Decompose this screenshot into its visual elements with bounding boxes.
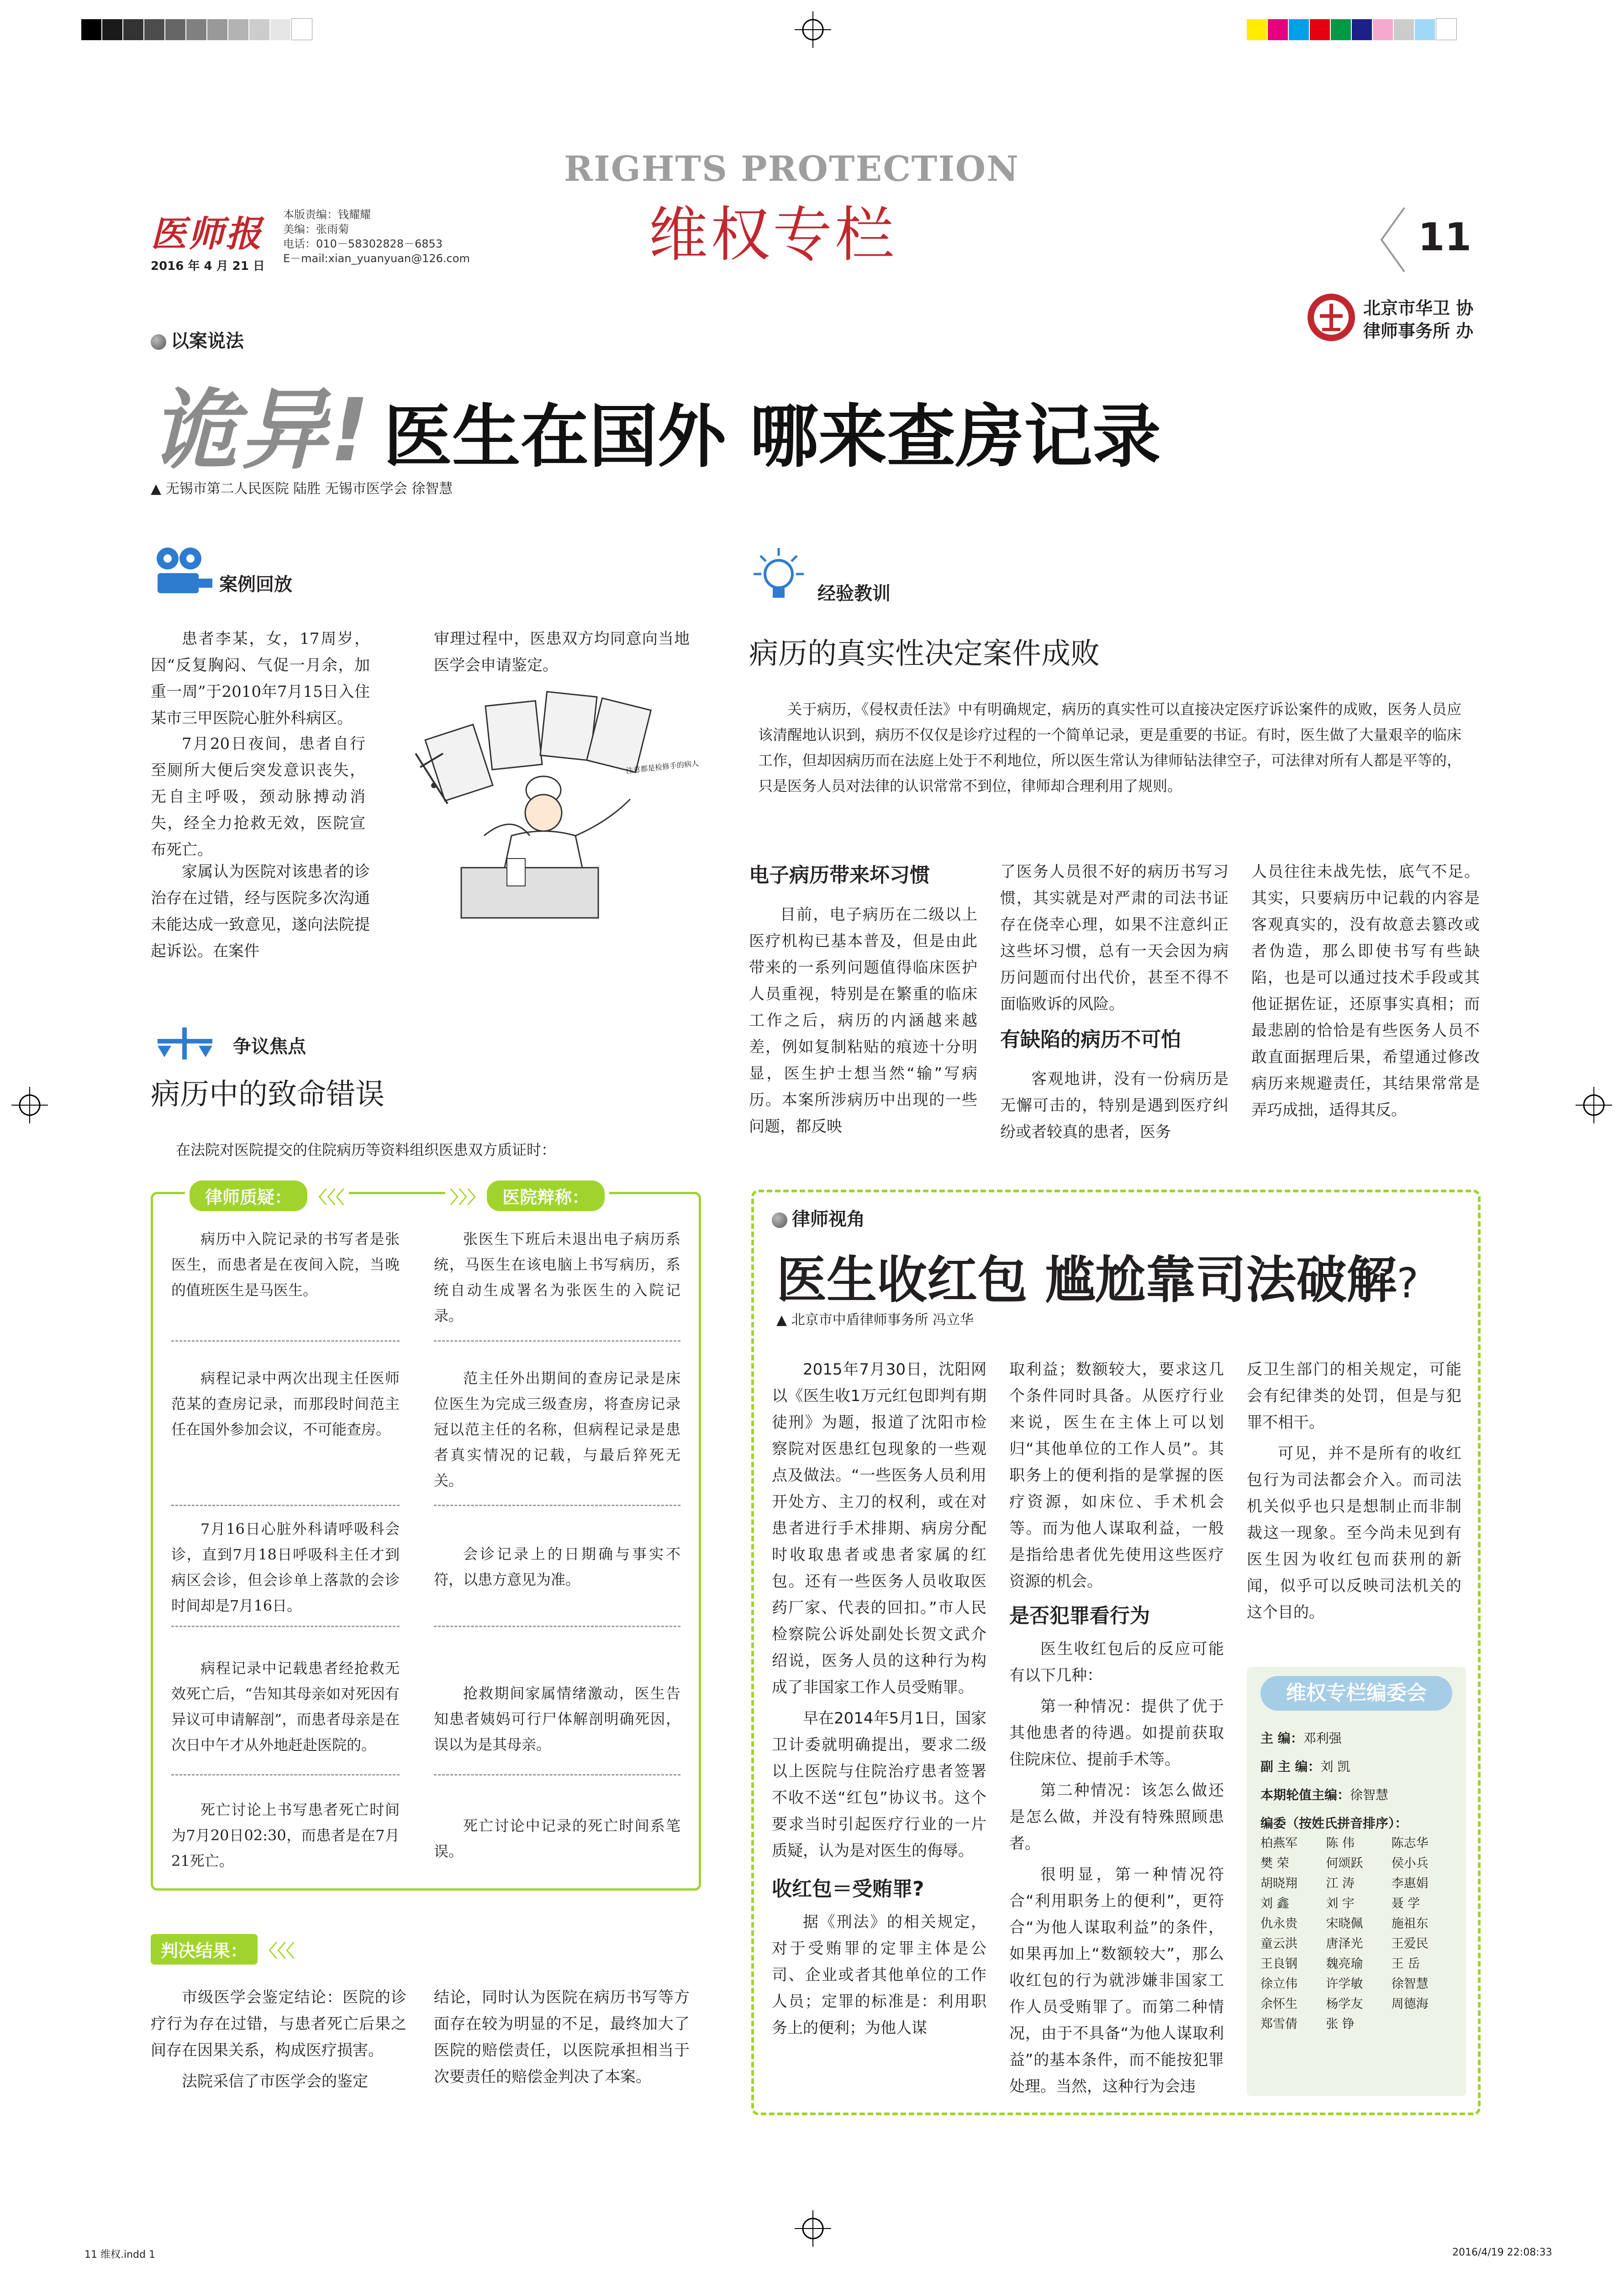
section-title-cn: 维权专栏	[649, 200, 897, 269]
cosponsor-suffix: 办	[1456, 321, 1474, 341]
lawyer-claim: 病程记录中两次出现主任医师范某的查房记录，而那段时间范主任在国外参加会议，不可能查房。	[171, 1370, 400, 1438]
title-lead: 诡异!	[151, 380, 372, 481]
article2-title	[776, 1240, 1418, 1312]
member-name: 童云洪	[1260, 1937, 1297, 1951]
dispute-heading: 争议焦点	[233, 1036, 306, 1057]
paragraph: 关于病历，《侵权责任法》中有明确规定，病历的真实性可以直接决定医疗诉讼案件的成败，医务人员应该清醒地认识到，病历不仅仅是诊疗过程的一个简单记录，更是重要的书证。有时，医生做了大量艰辛的临床工作，但却因病历而在法庭上处于不利地位，所以医生常认为律师钻法律空子，可法律对所有人都是平等的，只是医务人员对法律的认识常常不到位，律师却合理利用了规则。	[758, 701, 1461, 795]
paragraph: 据《刑法》的相关规定，对于受贿罪的定罪主体是公司、企业或者其他单位的工作人员；定罪的标准是：利用职务上的便利；为他人谋	[772, 1913, 986, 2037]
editorial-board-title: 维权专栏编委会	[1260, 1676, 1452, 1711]
member-name: 刘 鑫	[1260, 1897, 1289, 1911]
member-name: 徐智慧	[1391, 1977, 1429, 1991]
paragraph: 患者李某，女，17周岁，因“反复胸闷、气促一月余，加重一周”于2010年7月15日入住某市三甲医院心脏外科病区。	[151, 630, 370, 727]
case-review-body	[151, 626, 370, 736]
member-name: 柏燕军	[1260, 1836, 1297, 1850]
case-review-body-col2	[434, 626, 690, 683]
member-name: 陈志华	[1391, 1836, 1429, 1850]
member-name: 宋晓佩	[1326, 1917, 1363, 1931]
dispute-intro: 在法院对医院提交的住院病历等资料组织医患双方质证时：	[176, 1141, 556, 1159]
scales-icon	[153, 1025, 217, 1062]
issue-date: 2016 年 4 月 21 日	[151, 259, 265, 273]
bullet-icon	[772, 1212, 787, 1228]
registration-bar-gray	[81, 18, 313, 42]
member-name: 施祖东	[1391, 1917, 1429, 1931]
paragraph: 家属认为医院对该患者的诊治存在过错，经与医院多次沟通未能达成一致意见，遂向法院提起诉讼。在案件	[151, 863, 370, 960]
editor-name: 刘 凯	[1320, 1759, 1350, 1774]
paragraph: 审理过程中，医患双方均同意向当地医学会申请鉴定。	[434, 630, 690, 674]
paragraph: 人员往往未战先怯，底气不足。其实，只要病历中记载的内容是客观真实的，没有故意去篡改或者伪造，那么即使书写有些缺陷，也是可以通过技术手段或其他证据佐证，还原事实真相；而最悲剧的恰恰是有些医务人员不敢直面据理后果，希望通过修改病历来规避责任，其结果常常是弄巧成拙，适得其反。	[1251, 863, 1480, 1119]
member-name: 李惠娟	[1391, 1876, 1429, 1891]
page-number-bracket	[1377, 205, 1409, 274]
editor-label: 副 主 编：	[1260, 1759, 1321, 1774]
lesson-col3	[1251, 859, 1480, 1128]
registration-mark-right	[1576, 1087, 1612, 1123]
dispute-table	[151, 1187, 701, 1891]
editor-row	[1260, 1728, 1457, 1749]
chevrons: 〉〉〉	[450, 1187, 485, 1207]
editor-line: E－mail:xian_yuanyuan@126.com	[283, 252, 470, 265]
registration-mark-top	[795, 11, 831, 48]
row-divider	[171, 1774, 400, 1776]
lawyer-label: 律师质疑：	[190, 1180, 307, 1211]
row-divider	[434, 1505, 680, 1506]
editor-line: 本版责编：钱耀耀	[283, 208, 371, 221]
article2-subheading: 是否犯罪看行为	[1009, 1604, 1150, 1628]
member-name: 魏亮瑜	[1326, 1957, 1363, 1971]
editor-row	[1260, 1785, 1457, 1805]
editor-name: 邓利强	[1303, 1731, 1342, 1746]
verdict-col1	[151, 1984, 406, 2099]
editor-row	[1260, 1757, 1457, 1777]
verdict-label-wrap	[151, 1934, 295, 1965]
newspaper-logo: 医师报	[151, 213, 264, 255]
article2-col1	[772, 1356, 986, 2046]
lesson-subheading: 电子病历带来坏习惯	[749, 864, 930, 887]
hospital-reply: 张医生下班后未退出电子病历系统，马医生在该电脑上书写病历，系统自动生成署名为张医生的入院记录。	[434, 1230, 680, 1324]
row-divider	[171, 1340, 400, 1342]
editor-label: 主 编：	[1260, 1731, 1303, 1746]
paragraph: 7月20日夜间，患者自行至厕所大便后突发意识丧失，无自主呼吸，颈动脉搏动消失，经全力抢救无效，医院宣布死亡。	[151, 735, 365, 859]
case-review-body-narrow	[151, 731, 365, 868]
editor-label: 本期轮值主编：	[1260, 1787, 1350, 1802]
hospital-reply: 会诊记录上的日期确与事实不符，以患方意见为准。	[434, 1545, 680, 1588]
title-mark: ?	[1397, 1259, 1419, 1307]
byline: ▲ 北京市中盾律师事务所 冯立华	[776, 1312, 974, 1328]
verdict-col2	[434, 1984, 690, 2095]
column-tag	[772, 1205, 865, 1231]
paragraph: 早在2014年5月1日，国家卫计委就明确提出，要求二级以上医院与住院治疗患者签署不收不送“红包”协议书。这个要求当时引起医疗行业的一片质疑，认为是对医生的侮辱。	[772, 1709, 986, 1860]
lawyer-claim: 死亡讨论上书写患者死亡时间为7月20日02:30，而患者是在7月21死亡。	[171, 1801, 400, 1870]
cosponsor-line: 律师事务所	[1363, 321, 1450, 341]
row-divider	[434, 1774, 680, 1776]
member-name: 唐泽光	[1326, 1937, 1363, 1951]
member-name: 郑雪倩	[1260, 2017, 1297, 2031]
column-tag	[151, 327, 244, 353]
paragraph: 取利益；数额较大，要求这几个条件同时具备。从医疗行业来说，医生在主体上可以划归“其他单位的工作人员”。其职务上的便利指的是掌握的医疗资源，如床位、手术机会等。而为他人谋取利益，一般是指给患者优先使用这些医疗资源的机会。	[1009, 1360, 1224, 1591]
editor-line: 电话：010－58302828－6853	[283, 237, 443, 250]
paragraph: 法院采信了市医学会的鉴定	[182, 2072, 368, 2091]
paragraph: 可见，并不是所有的收红包行为司法都会介入。而司法机关似乎也只是想制止而非制裁这一现象。至今尚未见到有医生因为收红包而获刑的新闻，似乎可以反映司法机关的这个目的。	[1247, 1444, 1461, 1622]
cosponsor	[1363, 297, 1473, 342]
member-name: 王良钢	[1260, 1957, 1297, 1971]
paragraph: 很明显，第一种情况符合“利用职务上的便利”，更符合“为他人谋取利益”的条件，如果再加上“数额较大”，那么收红包的行为就涉嫌非国家工作人员受贿罪了。而第二种情况，由于不具备“为他人谋取利益”的基本条件，而不能按犯罪处理。当然，这种行为会违	[1009, 1865, 1224, 2096]
paragraph: 市级医学会鉴定结论：医院的诊疗行为存在过错，与患者死亡后果之间存在因果关系，构成医疗损害。	[151, 1988, 406, 2060]
row-divider	[171, 1626, 400, 1627]
member-name: 聂 学	[1391, 1897, 1420, 1911]
hospital-reply: 抢救期间家属情绪激动，医生告知患者姨妈可行尸体解剖明确死因，误以为是其母亲。	[434, 1685, 680, 1753]
chevrons: 〈〈〈	[310, 1187, 345, 1207]
article2-col3	[1247, 1356, 1461, 1630]
registration-mark-bottom	[795, 2210, 831, 2247]
cosponsor-line: 北京市华卫	[1363, 298, 1450, 318]
footer-timestamp: 2016/4/19 22:08:33	[1452, 2247, 1552, 2258]
title-main: 医生收红包 尴尬靠司法破解	[776, 1251, 1397, 1309]
paragraph: 反卫生部门的相关规定，可能会有纪律类的处罚，但是与犯罪不相干。	[1247, 1360, 1461, 1432]
lawyer-claim: 病历中入院记录的书写者是张医生，而患者是在夜间入院，当晚的值班医生是马医生。	[171, 1230, 400, 1299]
member-name: 杨学友	[1326, 1997, 1363, 2011]
hospital-reply: 死亡讨论中记录的死亡时间系笔误。	[434, 1817, 680, 1860]
page-number: 11	[1418, 215, 1471, 259]
lawyer-claim: 7月16日心脏外科请呼吸科会诊，直到7月18日呼吸科主任才到病区会诊，但会诊单上落款的会诊时间却是7月16日。	[171, 1520, 400, 1614]
case-review-heading: 案例回放	[219, 574, 292, 595]
dispute-subtitle: 病历中的致命错误	[151, 1078, 385, 1112]
footer-file: 11 维权.indd 1	[84, 2249, 155, 2260]
member-name: 何颂跃	[1326, 1856, 1363, 1871]
members-label: 编委（按姓氏拼音排序）：	[1260, 1816, 1408, 1831]
paragraph: 第二种情况：该怎么做还是怎么做，并没有特殊照顾患者。	[1009, 1781, 1224, 1853]
paragraph: 医生收红包后的反应可能有以下几种：	[1009, 1640, 1224, 1685]
paragraph: 结论，同时认为医院在病历书写等方面存在较为明显的不足，最终加大了医院的赔偿责任，以医院承担相当于次要责任的赔偿金判决了本案。	[434, 1988, 690, 2086]
case-review-body-cont	[151, 859, 370, 969]
lawyer-claim: 病程记录中记载患者经抢救无效死亡后，“告知其母亲如对死因有异议可申请解剖”，而患者母亲是在次日中午才从外地赶赴医院的。	[171, 1660, 400, 1754]
hospital-reply: 范主任外出期间的查房记录是床位医生为完成三级查房，将查房记录冠以范主任的名称，但病程记录是患者真实情况的记载，与最后猝死无关。	[434, 1370, 680, 1489]
member-name: 陈 伟	[1326, 1836, 1355, 1850]
member-name: 王 岳	[1391, 1957, 1420, 1971]
doctor-illustration	[393, 685, 676, 922]
member-name: 刘 宇	[1326, 1897, 1355, 1911]
article2-subheading: 收红包＝受贿罪?	[772, 1877, 924, 1901]
verdict-label: 判决结果：	[151, 1934, 258, 1965]
title-main: 医生在国外 哪来查房记录	[383, 397, 1161, 477]
paragraph: 目前，电子病历在二级以上医疗机构已基本普及，但是由此带来的一系列问题值得临床医护人员重视，特别是在繁重的临床工作之后，病历的内涵越来越差，例如复制粘贴的痕迹十分明显，医生护士想当然“输”写病历。本案所涉病历中出现的一些问题，都反映	[749, 906, 977, 1136]
lesson-col2	[1000, 859, 1229, 1150]
article2-col2	[1009, 1356, 1224, 2104]
article-title	[151, 361, 1161, 485]
row-divider	[434, 1340, 680, 1342]
member-name: 余怀生	[1260, 1997, 1297, 2011]
paragraph: 第一种情况：提供了优于其他患者的待遇。如提前获取住院床位、提前手术等。	[1009, 1697, 1224, 1769]
lesson-subtitle: 病历的真实性决定案件成败	[749, 637, 1100, 671]
illustration-caption: 注意都是检修手的病人	[625, 759, 699, 775]
member-name: 仇永贵	[1260, 1917, 1297, 1931]
member-name: 周德海	[1391, 1997, 1429, 2011]
lesson-col1	[749, 859, 977, 1144]
paragraph: 了医务人员很不好的病历书写习惯，其实就是对严肃的司法书证存在侥幸心理，如果不注意纠正这些坏习惯，总有一天会因为病历问题而付出代价，甚至不得不面临败诉的风险。	[1000, 863, 1229, 1013]
row-divider	[434, 1626, 680, 1627]
lesson-heading: 经验教训	[817, 583, 891, 604]
editorial-board-body	[1260, 1728, 1457, 2034]
row-divider	[171, 1505, 400, 1506]
editor-line: 美编：张雨菊	[283, 223, 349, 236]
cosponsor-suffix: 协	[1456, 298, 1474, 318]
column-tag-label: 以案说法	[171, 331, 244, 352]
law-firm-logo-icon	[1306, 292, 1356, 342]
column-tag-label: 律师视角	[792, 1209, 865, 1230]
section-title-en: RIGHTS PROTECTION	[564, 148, 1019, 189]
member-name: 许学敏	[1326, 1977, 1363, 1991]
lesson-subheading: 有缺陷的病历不可怕	[1000, 1028, 1181, 1051]
paragraph: 客观地讲，没有一份病历是无懈可击的，特别是遇到医疗纠纷或者较真的患者，医务	[1000, 1070, 1229, 1141]
registration-mark-left	[11, 1087, 48, 1123]
member-name: 胡晓翔	[1260, 1876, 1297, 1891]
editorial-board	[1247, 1667, 1466, 2096]
lightbulb-icon	[749, 546, 808, 605]
chevrons: 〈〈〈	[260, 1941, 295, 1961]
registration-bar-color	[1247, 18, 1458, 42]
paragraph: 2015年7月30日，沈阳网以《医生收1万元红包即判有期徒刑》为题，报道了沈阳市检察院对医患红包现象的一些观点及做法。“一些医务人员利用开处方、主刀的权利，或在对患者进行手术排期、病房分配时收取患者或患者家属的红包。还有一些医务人员收取医药厂家、代表的回扣。”市人民检察院公诉处副处长贺文武介绍说，医务人员的这种行为构成了非国家工作人员受贿罪。	[772, 1360, 986, 1697]
member-name: 王爱民	[1391, 1937, 1429, 1951]
bullet-icon	[151, 334, 166, 350]
film-projector-icon	[153, 546, 217, 596]
editor-name: 徐智慧	[1350, 1787, 1389, 1802]
editor-info	[283, 207, 470, 266]
member-name: 张 铮	[1326, 2017, 1355, 2031]
member-name: 江 涛	[1326, 1876, 1355, 1891]
lesson-intro	[758, 696, 1461, 803]
byline: ▲ 无锡市第二人民医院 陆胜 无锡市医学会 徐智慧	[151, 481, 453, 497]
member-name: 樊 荣	[1260, 1856, 1289, 1871]
member-name: 徐立伟	[1260, 1977, 1297, 1991]
hospital-label: 医院辩称：	[487, 1180, 605, 1211]
member-name: 侯小兵	[1391, 1856, 1429, 1871]
members-list	[1260, 1834, 1457, 2034]
